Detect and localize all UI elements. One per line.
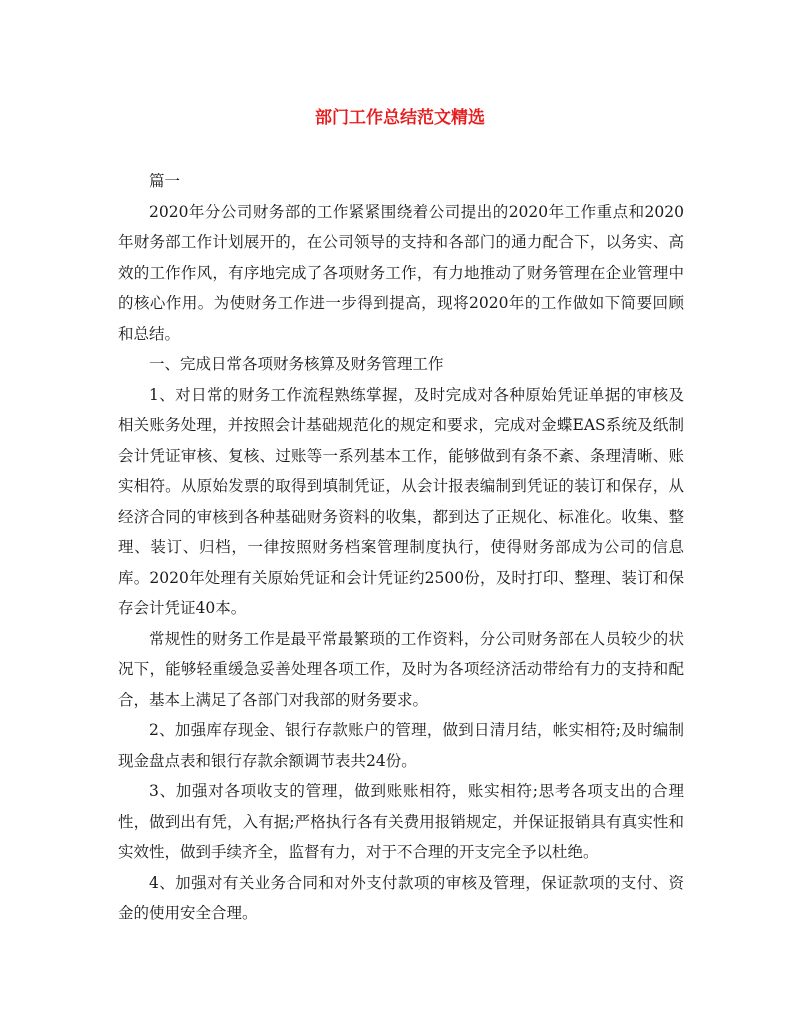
paragraph: 4、加强对有关业务合同和对外支付款项的审核及管理，保证款项的支付、资金的使用安全合理。 xyxy=(118,873,684,922)
section-heading: 一、完成日常各项财务核算及财务管理工作 xyxy=(149,355,444,373)
paragraph: 2、加强库存现金、银行存款账户的管理，做到日清月结，帐实相符;及时编制现金盘点表和银行存款余额调节表共24份。 xyxy=(118,721,684,770)
paragraph: 2020年分公司财务部的工作紧紧围绕着公司提出的2020年工作重点和2020年财务部工作计划展开的，在公司领导的支持和各部门的通力配合下，以务实、高效的工作作风，有序地完成了各项财务工作，有力地推动了财务管理在企业管理中的核心作用。为使财务工作进一步得到提高，现将2020年的工作做如下简要回顾和总结。 xyxy=(118,202,684,343)
paragraph: 3、加强对各项收支的管理，做到账账相符，账实相符;思考各项支出的合理性，做到出有凭，入有据;严格执行各有关费用报销规定，并保证报销具有真实性和实效性，做到手续齐全，监督有力，对于不合理的开支完全予以杜绝。 xyxy=(118,782,684,861)
document-body xyxy=(118,166,684,929)
document-title: 部门工作总结范文精选 xyxy=(315,108,485,128)
section-heading: 篇一 xyxy=(149,172,181,190)
paragraph: 常规性的财务工作是最平常最繁琐的工作资料，分公司财务部在人员较少的状况下，能够轻重缓急妥善处理各项工作，及时为各项经济活动带给有力的支持和配合，基本上满足了各部门对我部的财务要求。 xyxy=(118,629,684,709)
paragraph: 1、对日常的财务工作流程熟练掌握，及时完成对各种原始凭证单据的审核及相关账务处理，并按照会计基础规范化的规定和要求，完成对金蝶EAS系统及纸制会计凭证审核、复核、过账等一系列基本工作，能够做到有条不紊、条理清晰、账实相符。从原始发票的取得到填制凭证，从会计报表编制到凭证的装订和保存，从经济合同的审核到各种基础财务资料的收集，都到达了正规化、标准化。收集、整理、装订、归档，一律按照财务档案管理制度执行，使得财务部成为公司的信息库。2020年处理有关原始凭证和会计凭证约2500份，及时打印、整理、装订和保存会计凭证40本。 xyxy=(118,385,684,617)
